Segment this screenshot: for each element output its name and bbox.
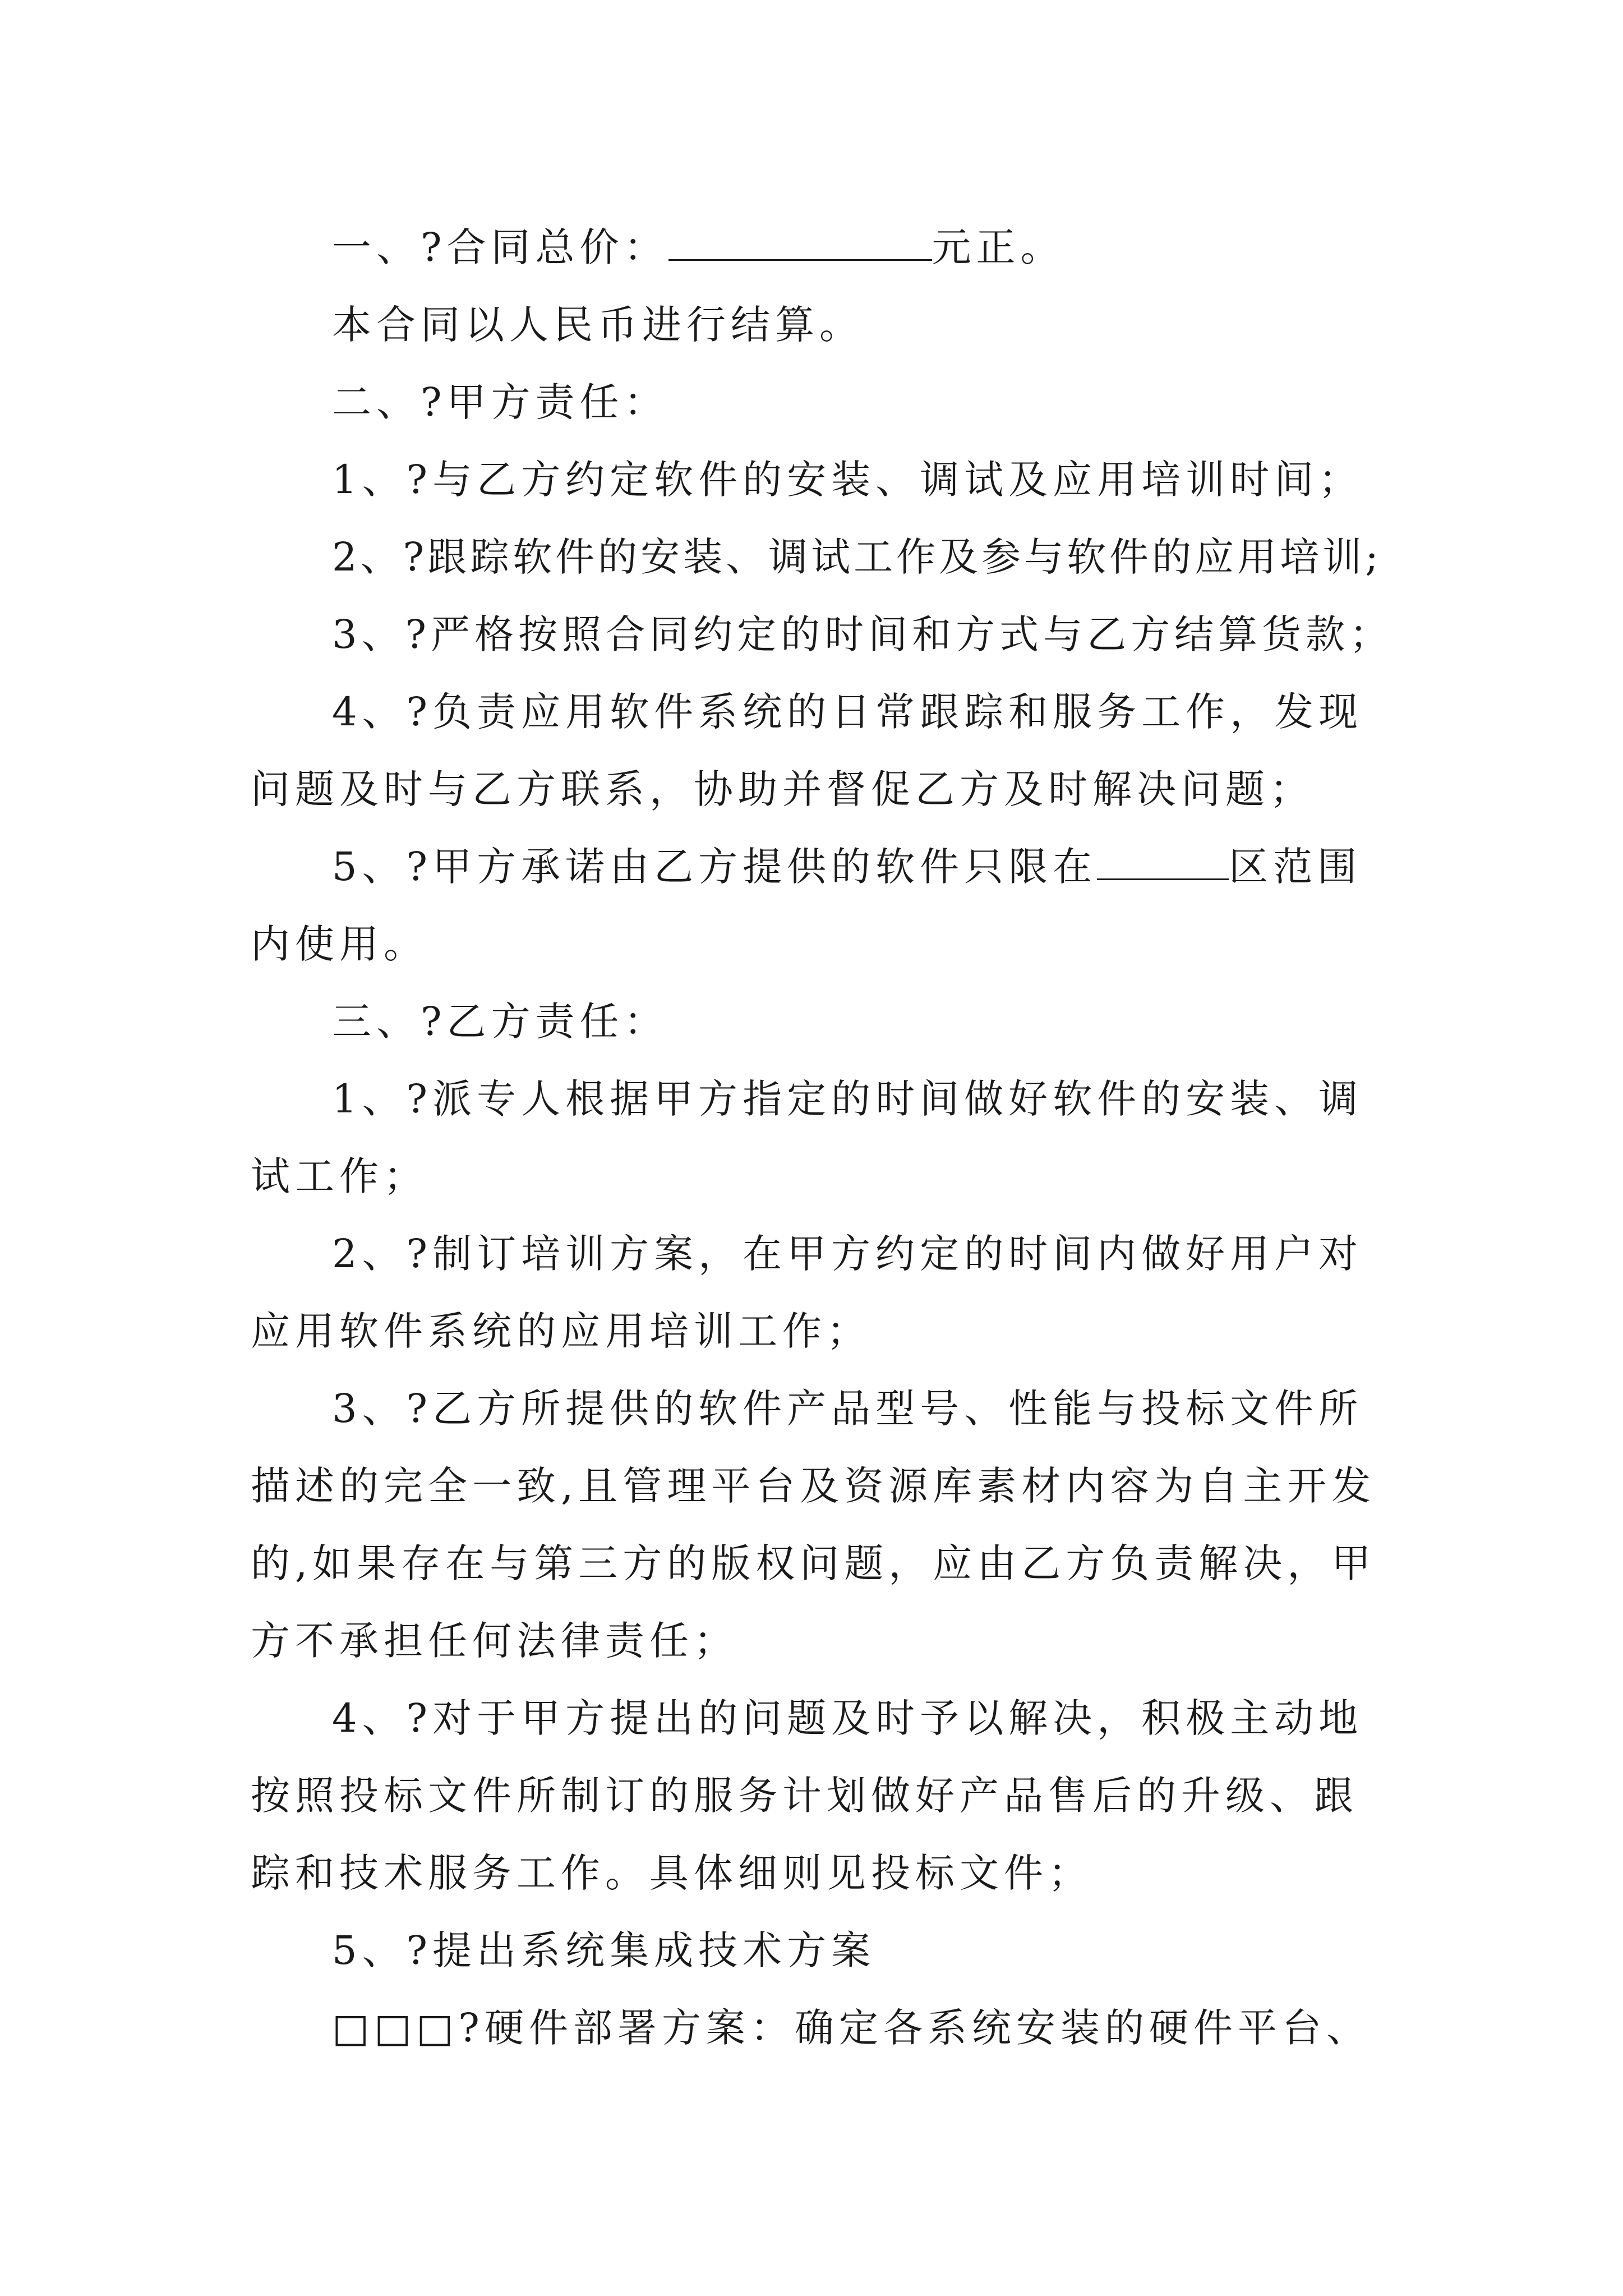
party-a-heading: 二、?甲方责任： (332, 379, 668, 425)
party-b-hardware-plan: □□□?硬件部署方案：确定各系统安装的硬件平台、 (332, 2005, 1371, 2051)
party-b-heading: 三、?乙方责任： (332, 999, 668, 1045)
region-blank-field (1097, 845, 1229, 880)
contract-total-price (251, 209, 1395, 286)
party-a-item-5-after: 区范围内使用。 (251, 844, 1362, 967)
party-a-item-5 (251, 828, 1395, 983)
contract-total-label: 一、?合同总价： (332, 224, 668, 270)
settlement-currency: 本合同以人民币进行结算。 (332, 302, 864, 348)
party-a-item-5-before: 5、?甲方承诺由乙方提供的软件只限在 (332, 844, 1098, 890)
contract-total-suffix: 元正。 (932, 224, 1065, 270)
party-a-item-2: 2、?跟踪软件的安装、调试工作及参与软件的应用培训; (332, 534, 1382, 580)
price-blank-field (668, 226, 932, 261)
party-a-item-1: 1、?与乙方约定软件的安装、调试及应用培训时间； (332, 457, 1363, 503)
party-a-item-3: 3、?严格按照合同约定的时间和方式与乙方结算货款； (332, 611, 1394, 657)
party-b-item-1: 1、?派专人根据甲方指定的时间做好软件的安装、调试工作； (251, 1076, 1363, 1199)
party-b-item-4: 4、?对于甲方提出的问题及时予以解决，积极主动地按照投标文件所制订的服务计划做好产品售后的升级、跟踪和技术服务工作。具体细则见投标文件； (251, 1695, 1363, 1896)
party-b-item-5: 5、?提出系统集成技术方案 (332, 1927, 876, 1973)
party-a-item-4: 4、?负责应用软件系统的日常跟踪和服务工作，发现问题及时与乙方联系，协助并督促乙方及时解决问题； (251, 689, 1363, 812)
party-b-item-3: 3、?乙方所提供的软件产品型号、性能与投标文件所描述的完全一致,且管理平台及资源库素材内容为自主开发的,如果存在与第三方的版权问题，应由乙方负责解决，甲方不承担任何法律责任； (251, 1386, 1376, 1664)
party-b-item-2: 2、?制订培训方案，在甲方约定的时间内做好用户对应用软件系统的应用培训工作； (251, 1231, 1363, 1354)
document-body (251, 209, 1395, 2067)
